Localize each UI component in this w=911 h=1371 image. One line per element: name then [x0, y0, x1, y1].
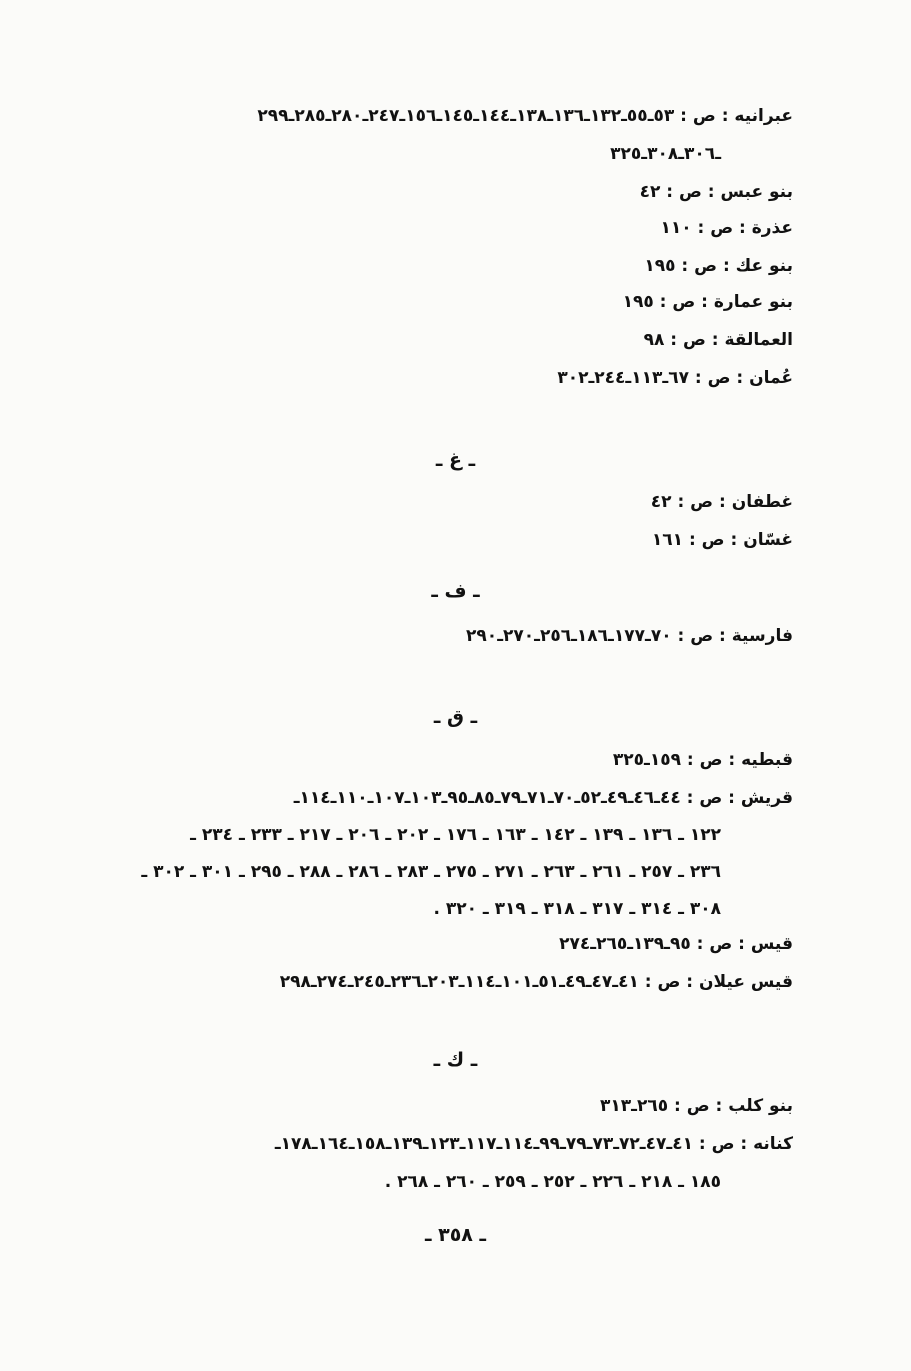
entry-continuation: ١٨٥ ـ ٢١٨ ـ ٢٢٦ ـ ٢٥٢ ـ ٢٥٩ ـ ٢٦٠ ـ ٢٦٨ . [384, 1172, 721, 1192]
entry-name: قيس عيلان [699, 972, 793, 992]
entry-separator: : ص : [674, 106, 735, 126]
entry-name: غسّان [743, 530, 793, 550]
entry-pages: ٦٧ـ١١٣ـ٢٤٤ـ٣٠٢ [557, 368, 689, 388]
index-entry [113, 490, 793, 514]
index-entry [113, 748, 793, 772]
entry-pages: ٩٨ [643, 330, 665, 350]
index-entry [113, 104, 793, 128]
index-entry [113, 624, 793, 648]
entry-continuation: ـ٣٠٦ـ٣٠٨ـ٣٢٥ [610, 144, 721, 164]
entry-name: قيس [750, 934, 793, 954]
entry-separator: : ص : [668, 1096, 729, 1116]
index-entry [113, 970, 793, 994]
entry-separator: : ص : [653, 292, 714, 312]
entry-name: بنو كلب [728, 1096, 793, 1116]
index-entry [113, 254, 793, 278]
entry-separator: : ص : [680, 750, 742, 770]
entry-separator: : ص : [683, 530, 744, 550]
entry-name: عُمان [749, 368, 793, 388]
entry-name: بنو عبس [720, 182, 793, 202]
entry-pages: ١٩٥ [622, 292, 654, 312]
entry-pages: ١٦١ [651, 530, 684, 550]
entry-name: عبرانيه [734, 106, 793, 126]
entry-separator: : ص : [671, 626, 732, 646]
entry-separator: : ص : [692, 1134, 754, 1154]
index-entry [113, 216, 793, 240]
entry-pages: ٢٦٥ـ٣١٣ [600, 1096, 669, 1116]
entry-pages: ٩٥ـ١٣٩ـ٢٦٥ـ٢٧٤ [559, 934, 691, 954]
index-entry [113, 528, 793, 552]
entry-pages: ١٩٥ [644, 256, 676, 276]
index-entry [113, 180, 793, 204]
entry-name: فارسية [731, 626, 793, 646]
entry-pages: ٤٢ [650, 492, 672, 512]
entry-pages: ٥٣ـ٥٥ـ١٣٢ـ١٣٦ـ١٣٨ـ١٤٤ـ١٤٥ـ١٥٦ـ٢٤٧ـ٢٨٠ـ٢٨٥ـ٢٩٩ [257, 106, 675, 126]
entry-pages: ١٥٩ـ٣٢٥ [612, 750, 681, 770]
page-number: ـ ٣٥٨ ـ [424, 1224, 486, 1246]
index-entry [113, 328, 793, 352]
entry-pages: ٧٠ـ١٧٧ـ١٨٦ـ٢٥٦ـ٢٧٠ـ٢٩٠ [466, 626, 672, 646]
entry-name: بنو عمارة [713, 292, 793, 312]
entry-name: قريش [740, 788, 793, 808]
index-entry [113, 786, 793, 810]
entry-name: غطفان [731, 492, 793, 512]
entry-name: عذرة [751, 218, 793, 238]
section-letter-heading: ـ ق ـ [433, 706, 478, 728]
entry-separator: : ص : [671, 492, 732, 512]
entry-continuation: ١٢٢ ـ ١٣٦ ـ ١٣٩ ـ ١٤٢ ـ ١٦٣ ـ ١٧٦ ـ ٢٠٢ ـ ٢٠٦ ـ ٢١٧ ـ ٢٣٣ ـ ٢٣٤ ـ [190, 825, 721, 845]
entry-separator: : ص : [664, 330, 725, 350]
index-entry [113, 290, 793, 314]
entry-separator: : ص : [660, 182, 721, 202]
entry-continuation: ٣٠٨ ـ ٣١٤ ـ ٣١٧ ـ ٣١٨ ـ ٣١٩ ـ ٣٢٠ . [433, 899, 721, 919]
section-letter-heading: ـ غ ـ [435, 449, 476, 471]
entry-name: كنانه [753, 1134, 793, 1154]
entry-separator: : ص : [675, 256, 736, 276]
entry-pages: ٤١ـ٤٧ـ٤٩ـ٥١ـ١٠١ـ١١٤ـ٢٠٣ـ٢٣٦ـ٢٤٥ـ٢٧٤ـ٢٩٨ [279, 972, 639, 992]
section-letter-heading: ـ ف ـ [431, 580, 480, 602]
index-entry [113, 366, 793, 390]
index-entry [113, 1132, 793, 1156]
index-entry [113, 1094, 793, 1118]
entry-separator: : ص : [638, 972, 699, 992]
entry-separator: : ص : [691, 218, 752, 238]
entry-pages: ٤٤ـ٤٦ـ٤٩ـ٥٢ـ٧٠ـ٧١ـ٧٩ـ٨٥ـ٩٥ـ١٠٣ـ١٠٧ـ١١٠ـ١١٤ـ [293, 788, 681, 808]
entry-separator: : ص : [680, 788, 741, 808]
entry-continuation: ٢٣٦ ـ ٢٥٧ ـ ٢٦١ ـ ٢٦٣ ـ ٢٧١ ـ ٢٧٥ ـ ٢٨٣ ـ ٢٨٦ ـ ٢٨٨ ـ ٢٩٥ ـ ٣٠١ ـ ٣٠٢ ـ [141, 862, 721, 882]
entry-name: قبطيه [741, 750, 793, 770]
entry-name: العمالقة [724, 330, 793, 350]
entry-separator: : ص : [690, 934, 751, 954]
entry-pages: ١١٠ [660, 218, 692, 238]
entry-pages: ٤٢ [639, 182, 661, 202]
entry-separator: : ص : [688, 368, 750, 388]
entry-name: بنو عك [735, 256, 793, 276]
entry-pages: ٤١ـ٤٧ـ٧٢ـ٧٣ـ٧٩ـ٩٩ـ١١٤ـ١١٧ـ١٢٣ـ١٣٩ـ١٥٨ـ١٦٤ـ١٧٨ـ [274, 1134, 693, 1154]
index-entry [113, 932, 793, 956]
section-letter-heading: ـ ك ـ [433, 1049, 478, 1071]
